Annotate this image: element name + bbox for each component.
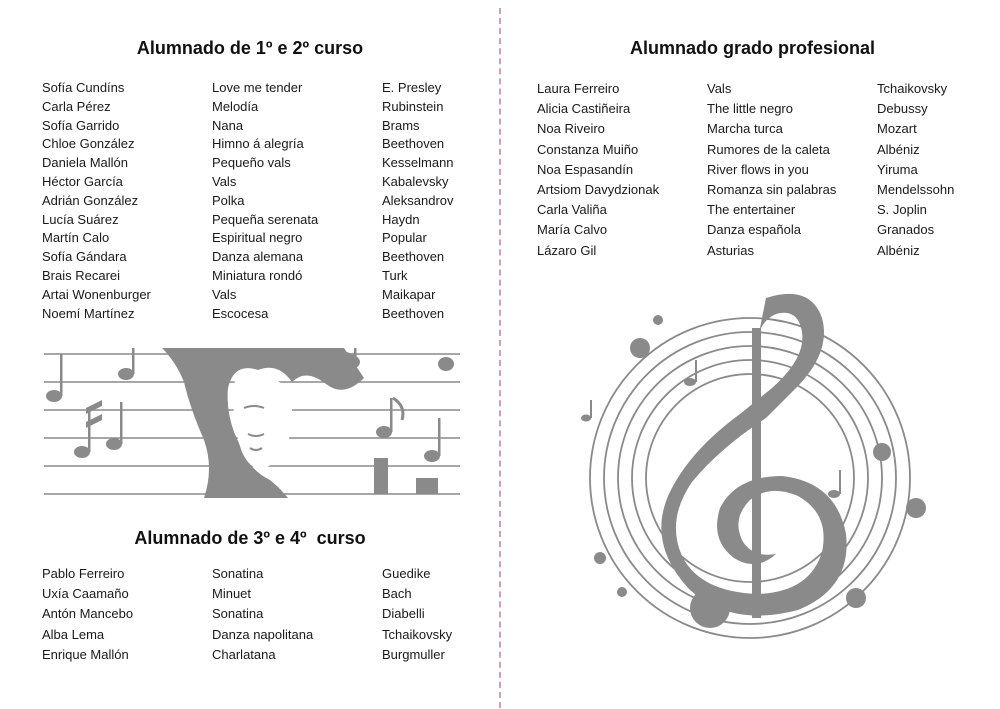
student-name: Lucía Suárez [42, 211, 119, 227]
student-name: Uxía Caamaño [42, 586, 129, 602]
section-title-profesional: Alumnado grado profesional [629, 38, 875, 58]
composer-name: Brams [382, 117, 420, 133]
program-row [537, 160, 977, 180]
student-name: Artai Wonenburger [42, 286, 151, 302]
composer-name: Tchaikovsky [877, 81, 948, 96]
piece-title: Nana [212, 117, 244, 133]
composer-name: Burgmuller [382, 646, 445, 662]
student-name: Héctor García [42, 173, 123, 189]
composer-name: Turk [382, 267, 408, 283]
composer-name: Albéniz [877, 242, 920, 258]
piece-title: Polka [212, 192, 245, 208]
piece-title: Charlatana [212, 646, 276, 662]
student-name: Noemí Martínez [42, 305, 135, 321]
student-name: Adrián González [42, 192, 139, 208]
piece-title: The little negro [707, 101, 793, 117]
program-row [537, 200, 977, 220]
composer-name: Tchaikovsky [382, 626, 453, 642]
student-name: Chloe González [42, 136, 135, 152]
program-row [42, 625, 482, 645]
composer-name: Popular [382, 230, 427, 246]
program-row [42, 564, 482, 584]
piece-title: Minuet [212, 586, 252, 602]
composer-name: Beethoven [382, 305, 445, 321]
composer-name: Rubinstein [382, 98, 444, 114]
piece-title: Vals [707, 81, 732, 96]
piece-title: Danza española [707, 222, 801, 238]
program-row [42, 645, 482, 665]
program-row [42, 267, 482, 286]
composer-name: Beethoven [382, 136, 445, 152]
piece-title: Melodía [212, 98, 259, 114]
piece-title: Danza alemana [212, 249, 304, 265]
treble-clef-swirl-illustration [570, 288, 930, 653]
program-list-1-2 [42, 79, 482, 323]
program-row [537, 119, 977, 139]
program-row [537, 220, 977, 240]
piece-title: Vals [212, 173, 237, 189]
composer-name: Haydn [382, 211, 420, 227]
program-row [42, 211, 482, 230]
composer-name: Guedike [382, 566, 431, 581]
program-row [537, 99, 977, 119]
student-name: Brais Recarei [42, 267, 121, 283]
composer-name: Yiruma [877, 161, 918, 177]
face-with-music-staff-illustration [44, 348, 460, 498]
piece-title: Miniatura rondó [212, 267, 303, 283]
composer-name: Kesselmann [382, 155, 454, 171]
composer-name: Mozart [877, 121, 917, 137]
piece-title: Sonatina [212, 606, 264, 622]
piece-title: Rumores de la caleta [707, 141, 830, 157]
student-name: Martín Calo [42, 230, 110, 246]
program-row [42, 117, 482, 136]
student-name: Constanza Muiño [537, 141, 639, 157]
piece-title: Danza napolitana [212, 626, 314, 642]
composer-name: Albéniz [877, 141, 920, 157]
piece-title: Marcha turca [707, 121, 783, 137]
program-row [42, 192, 482, 211]
program-row [42, 135, 482, 154]
composer-name: Mendelssohn [877, 181, 955, 197]
program-row [42, 229, 482, 248]
piece-title: Love me tender [212, 80, 303, 95]
composer-name: S. Joplin [877, 202, 927, 218]
program-row [537, 140, 977, 160]
student-name: Laura Ferreiro [537, 81, 620, 96]
program-row [42, 584, 482, 604]
piece-title: Romanza sin palabras [707, 181, 837, 197]
composer-name: Granados [877, 222, 935, 238]
student-name: Pablo Ferreiro [42, 566, 125, 581]
program-row [42, 79, 482, 98]
piece-title: Pequeño vals [212, 155, 291, 171]
student-name: Lázaro Gil [537, 242, 597, 258]
page-divider [499, 8, 501, 708]
program-row [42, 286, 482, 305]
section-title-3-4: Alumnado de 3º e 4º curso [134, 528, 366, 548]
program-row [42, 98, 482, 117]
student-name: Noa Riveiro [537, 121, 605, 137]
piece-title: The entertainer [707, 202, 796, 218]
student-name: Alba Lema [42, 626, 105, 642]
student-name: Alicia Castiñeira [537, 101, 631, 117]
program-row [42, 154, 482, 173]
student-name: Sofía Gándara [42, 249, 127, 265]
student-name: Carla Valiña [537, 202, 607, 218]
student-name: Enrique Mallón [42, 646, 129, 662]
student-name: Sofía Garrido [42, 117, 120, 133]
student-name: Antón Mancebo [42, 606, 134, 622]
section-title-1-2: Alumnado de 1º e 2º curso [136, 38, 364, 58]
piece-title: Escocesa [212, 305, 269, 321]
program-row [42, 248, 482, 267]
program-row [537, 79, 977, 99]
composer-name: Beethoven [382, 249, 445, 265]
student-name: Carla Pérez [42, 98, 111, 114]
program-row [537, 180, 977, 200]
composer-name: Bach [382, 586, 412, 602]
program-row [42, 604, 482, 624]
piece-title: Asturias [707, 242, 754, 258]
program-row [537, 241, 977, 261]
student-name: Artsiom Davydzionak [537, 181, 660, 197]
composer-name: Maikapar [382, 286, 436, 302]
student-name: Daniela Mallón [42, 155, 128, 171]
composer-name: Diabelli [382, 606, 425, 622]
piece-title: Pequeña serenata [212, 211, 319, 227]
composer-name: Debussy [877, 101, 928, 117]
piece-title: Sonatina [212, 566, 264, 581]
piece-title: Espiritual negro [212, 230, 303, 246]
piece-title: River flows in you [707, 161, 809, 177]
student-name: Noa Espasandín [537, 161, 634, 177]
student-name: María Calvo [537, 222, 608, 238]
piece-title: Vals [212, 286, 237, 302]
composer-name: Kabalevsky [382, 173, 449, 189]
program-row [42, 173, 482, 192]
program-row [42, 305, 482, 324]
program-list-profesional [537, 79, 977, 261]
composer-name: E. Presley [382, 80, 442, 95]
student-name: Sofía Cundíns [42, 80, 125, 95]
composer-name: Aleksandrov [382, 192, 454, 208]
piece-title: Himno á alegría [212, 136, 304, 152]
program-list-3-4 [42, 564, 482, 665]
